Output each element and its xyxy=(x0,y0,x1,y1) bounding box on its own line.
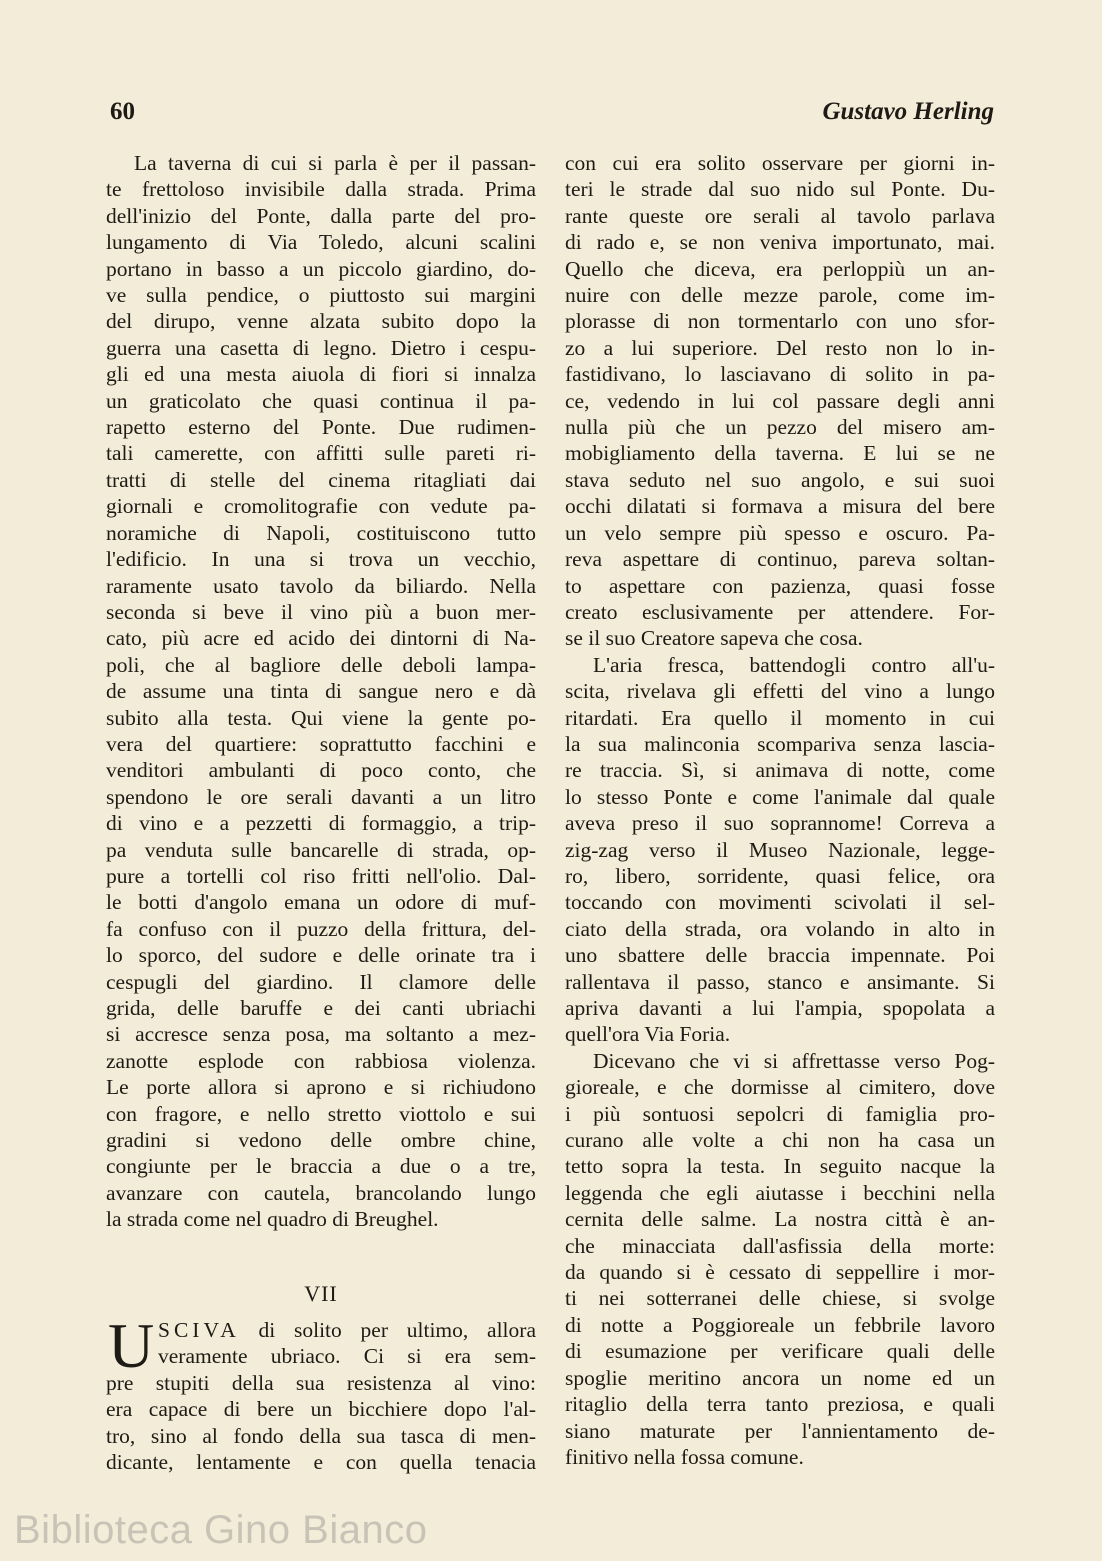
text-line: grida, delle baruffe e dei canti ubriachi xyxy=(106,996,536,1020)
left-paragraph-2 xyxy=(106,1370,536,1476)
text-line: cespugli del giardino. Il clamore delle xyxy=(106,969,536,994)
text-line: ro, libero, sorridente, quasi felice, ora xyxy=(565,863,995,888)
text-line: quell'ora Via Foria. xyxy=(565,1022,731,1047)
text-line: curano alle volte a chi non ha casa un xyxy=(565,1128,995,1153)
text-line: cato, più acre ed acido dei dintorni di Na- xyxy=(106,626,536,651)
text-line: da quando si è cessato di seppellire i mor- xyxy=(565,1260,995,1285)
text-line: le botti d'angolo emana un odore di muf- xyxy=(106,890,536,915)
smallcaps-word: SCIVA xyxy=(158,1318,240,1343)
text-line: dell'inizio del Ponte, dalla parte del pro- xyxy=(106,203,536,228)
text-line: fastidivano, lo lasciavano di solito in pa- xyxy=(565,362,995,387)
text-line: subito alla testa. Qui viene la gente po- xyxy=(106,705,536,730)
text-line: ve sulla pendice, o piuttosto sui margini xyxy=(106,283,536,308)
text-line: zo a lui superiore. Del resto non lo in- xyxy=(565,335,995,360)
text-line: spoglie meritino ancora un nome ed un xyxy=(565,1365,995,1390)
text-line: fa confuso con il puzzo della frittura, del- xyxy=(106,916,536,941)
dropcap-block xyxy=(106,1310,536,1382)
left-column xyxy=(106,150,536,1476)
text-line: raramente usato tavolo da biliardo. Nella xyxy=(106,573,536,598)
text-line: rallentava il passo, stanco e ansimante. Si xyxy=(565,969,995,994)
dropcap-line-1 xyxy=(106,1317,536,1343)
text-line: mobigliamento della taverna. E lui se ne xyxy=(565,441,995,466)
text-line: che minacciata dall'asfissia della morte: xyxy=(565,1233,995,1258)
text-line: Quello che diceva, era perloppiù un an- xyxy=(565,256,995,281)
text-line: noramiche di Napoli, costituiscono tutto xyxy=(106,520,536,545)
text-line: la strada come nel quadro di Breughel. xyxy=(106,1207,439,1232)
text-line: rante queste ore serali al tavolo parlava xyxy=(565,203,995,228)
text-line: ciato della strada, ora volando in alto in xyxy=(565,916,995,941)
page-header xyxy=(110,98,994,132)
text-line: vera del quartiere: soprattutto facchini e xyxy=(106,731,536,756)
text-line: ce, vedendo in lui col passare degli anni xyxy=(565,388,995,413)
text-line: venditori ambulanti di poco conto, che xyxy=(106,758,536,783)
right-paragraph-3 xyxy=(565,1048,995,1471)
text-line: teri le strade dal suo nido sul Ponte. Du- xyxy=(565,177,995,202)
text-line: pure a tortelli col riso fritti nell'olio. Dal- xyxy=(106,863,536,888)
text-line: gradini si vedono delle ombre chine, xyxy=(106,1128,536,1153)
text-line: gli ed una mesta aiuola di fiori si innalza xyxy=(106,362,536,387)
text-line: tratti di stelle del cinema ritagliati dai xyxy=(106,467,536,492)
text-line: scita, rivelava gli effetti del vino a lungo xyxy=(565,679,995,704)
text-line: di rado e, se non veniva importunato, mai. xyxy=(565,230,995,255)
page-number: 60 xyxy=(110,98,135,125)
text-line: i più sontuosi sepolcri di famiglia pro- xyxy=(565,1101,995,1126)
text-line: l'edificio. In una si trova un vecchio, xyxy=(106,547,536,572)
dropcap-line-1-rest: di solito per ultimo, allora xyxy=(239,1318,536,1343)
text-line: re traccia. Sì, si animava di notte, come xyxy=(565,758,995,783)
text-line: te frettoloso invisibile dalla strada. Prima xyxy=(106,177,536,202)
text-line: giornali e cromolitografie con vedute pa- xyxy=(106,494,536,519)
text-line: nulla più che un pezzo del misero am- xyxy=(565,415,995,440)
text-line: gioreale, e che dormisse al cimitero, dove xyxy=(565,1075,995,1100)
text-line: creato esclusivamente per attendere. For- xyxy=(565,599,995,624)
text-line: se il suo Creatore sapeva che cosa. xyxy=(565,626,863,651)
text-line: si accresce senza posa, ma soltanto a mez- xyxy=(106,1022,536,1047)
text-line: ritardati. Era quello il momento in cui xyxy=(565,705,995,730)
text-line: guerra una casetta di legno. Dietro i cespu- xyxy=(106,335,536,360)
left-paragraph-1 xyxy=(106,150,536,1233)
text-line: plorasse di non tormentarlo con uno sfor- xyxy=(565,309,995,334)
text-line: reva aspettare di continuo, pareva soltan- xyxy=(565,547,995,572)
text-line: de assume una tinta di sangue nero e dà xyxy=(106,679,536,704)
text-line: congiunte per le braccia a due o a tre, xyxy=(106,1154,536,1179)
text-line: un velo sempre più spesso e oscuro. Pa- xyxy=(565,520,995,545)
text-line: seconda si beve il vino più a buon mer- xyxy=(106,599,536,624)
text-line: toccando con movimenti scivolati il sel- xyxy=(565,890,995,915)
text-line: dicante, lentamente e con quella tenacia xyxy=(106,1450,536,1475)
text-line: L'aria fresca, battendogli contro all'u- xyxy=(593,652,995,677)
text-line: tetto sopra la testa. In seguito nacque la xyxy=(565,1154,995,1179)
text-line: la sua malinconia scompariva senza lascia- xyxy=(565,731,995,756)
watermark: Biblioteca Gino Bianco xyxy=(14,1508,428,1552)
text-line: lo stesso Ponte e come l'animale dal quale xyxy=(565,784,995,809)
right-column xyxy=(565,150,995,1470)
text-line: tali camerette, con affitti sulle pareti ri- xyxy=(106,441,536,466)
text-line: La taverna di cui si parla è per il passan- xyxy=(134,151,536,175)
text-line: con fragore, e nello stretto viottolo e sui xyxy=(106,1101,536,1126)
text-line: occhi dilatati si formava a misura del bere xyxy=(565,494,995,519)
drop-cap: U xyxy=(108,1310,155,1382)
text-line: stava seduto nel suo angolo, e sui suoi xyxy=(565,467,995,492)
text-line: pa venduta sulle bancarelle di strada, op- xyxy=(106,837,536,862)
text-line: cernita delle salme. La nostra città è an- xyxy=(565,1207,995,1232)
text-line: ritaglio della terra tanto preziosa, e quali xyxy=(565,1392,995,1417)
text-line: era capace di bere un bicchiere dopo l'al- xyxy=(106,1397,536,1422)
text-line: zanotte esplode con rabbiosa violenza. xyxy=(106,1048,536,1073)
text-line: finitivo nella fossa comune. xyxy=(565,1444,804,1469)
running-head: Gustavo Herling xyxy=(822,98,994,125)
section-heading: VII xyxy=(304,1280,338,1306)
right-paragraph-2 xyxy=(565,652,995,1048)
text-line: un graticolato che quasi continua il pa- xyxy=(106,388,536,413)
text-line: leggenda che egli aiutasse i becchini nella xyxy=(565,1180,995,1205)
text-line: poli, che al bagliore delle deboli lampa- xyxy=(106,652,536,677)
text-line: siano maturate per l'annientamento de- xyxy=(565,1418,995,1443)
text-line: rapetto esterno del Ponte. Due rudimen- xyxy=(106,415,536,440)
text-line: Le porte allora si aprono e si richiudono xyxy=(106,1075,536,1100)
dropcap-line-2: veramente ubriaco. Ci si era sem- xyxy=(158,1344,536,1369)
text-line: di notte a Poggioreale un febbrile lavoro xyxy=(565,1312,995,1337)
text-line: Dicevano che vi si affrettasse verso Pog- xyxy=(593,1048,995,1073)
text-line: pre stupiti della sua resistenza al vino: xyxy=(106,1370,536,1395)
text-line: apriva davanti a lui l'ampia, spopolata a xyxy=(565,996,995,1020)
text-line: lungamento di Via Toledo, alcuni scalini xyxy=(106,230,536,255)
text-line: lo sporco, del sudore e delle orinate tra i xyxy=(106,943,536,968)
text-line: portano in basso a un piccolo giardino, do- xyxy=(106,256,536,281)
text-line: nuire con delle mezze parole, come im- xyxy=(565,283,995,308)
text-line: del dirupo, venne alzata subito dopo la xyxy=(106,309,536,334)
text-line: zig-zag verso il Museo Nazionale, legge- xyxy=(565,837,995,862)
text-line: di vino e a pezzetti di formaggio, a trip- xyxy=(106,811,536,836)
text-line: uno sbattere delle braccia impennate. Poi xyxy=(565,943,995,968)
text-line: avanzare con cautela, brancolando lungo xyxy=(106,1180,536,1205)
text-line: con cui era solito osservare per giorni in- xyxy=(565,151,995,175)
text-line: tro, sino al fondo della sua tasca di men- xyxy=(106,1423,536,1448)
text-line: to aspettare con pazienza, quasi fosse xyxy=(565,573,995,598)
text-line: aveva preso il suo soprannome! Correva a xyxy=(565,811,995,836)
right-paragraph-1 xyxy=(565,150,995,652)
text-line: ti nei sotterranei delle chiese, si svolge xyxy=(565,1286,995,1311)
text-line: spendono le ore serali davanti a un litro xyxy=(106,784,536,809)
text-line: di esumazione per verificare quali delle xyxy=(565,1339,995,1364)
